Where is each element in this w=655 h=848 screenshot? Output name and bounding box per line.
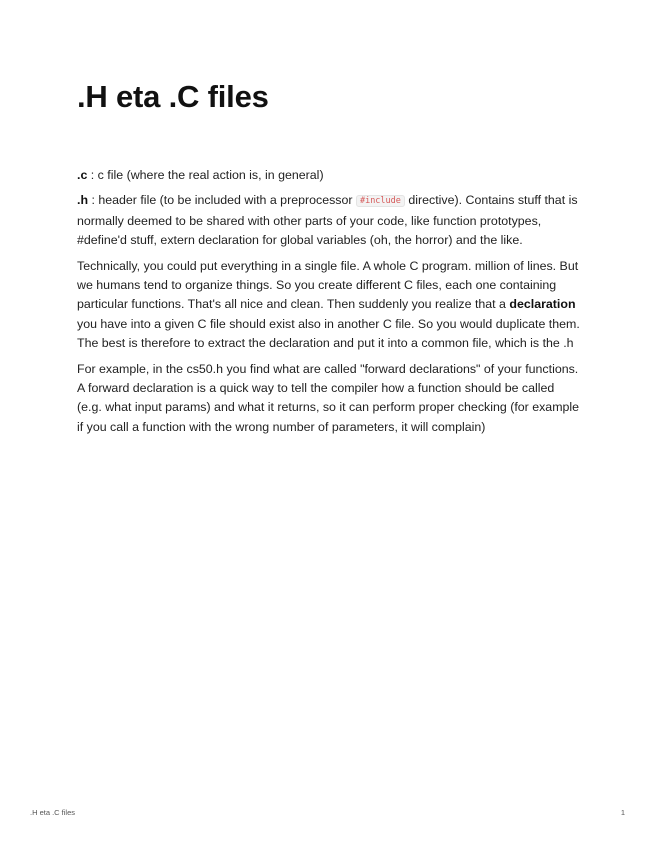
paragraph-technically bbox=[77, 257, 581, 354]
footer-title: .H eta .C files bbox=[30, 808, 76, 817]
paragraph-c-file bbox=[77, 166, 581, 185]
document-body bbox=[77, 166, 581, 443]
paragraph-h-file bbox=[77, 191, 581, 250]
include-directive-code: #include bbox=[356, 195, 405, 207]
technically-text-end: you have into a given C file should exist also in another C file. So you would duplicate them. The best is therefore to extract the declaration and put it into a common file, which is the .h bbox=[77, 316, 580, 351]
c-file-description: : c file (where the real action is, in general) bbox=[87, 168, 324, 182]
declaration-bold: declaration bbox=[509, 297, 576, 312]
page-title: .H eta .C files bbox=[77, 79, 269, 114]
h-file-description-end: directive). Contains stuff that is normally deemed to be shared with other parts of your code, like function prototypes, #define'd stuff, extern declaration for global variables (oh, the horror) and the like. bbox=[77, 193, 578, 248]
h-file-description-start: : header file (to be included with a preprocessor bbox=[88, 193, 356, 208]
technically-text-start: Technically, you could put everything in a single file. A whole C program. million of lines. But we humans tend to organize things. So you create different C files, each one containing particular functions. That's all nice and clean. Then suddenly you realize that a bbox=[77, 258, 579, 312]
term-h: .h bbox=[77, 193, 89, 208]
page-number: 1 bbox=[620, 808, 625, 817]
paragraph-example: For example, in the cs50.h you find what are called "forward declarations" of your functions. A forward declaration is a quick way to tell the compiler how a function should be called (e.g. what input params) and what it returns, so it can perform proper checking (for example if you call a function with the wrong number of parameters, it will complain) bbox=[77, 361, 580, 434]
term-c: .c bbox=[77, 168, 88, 182]
